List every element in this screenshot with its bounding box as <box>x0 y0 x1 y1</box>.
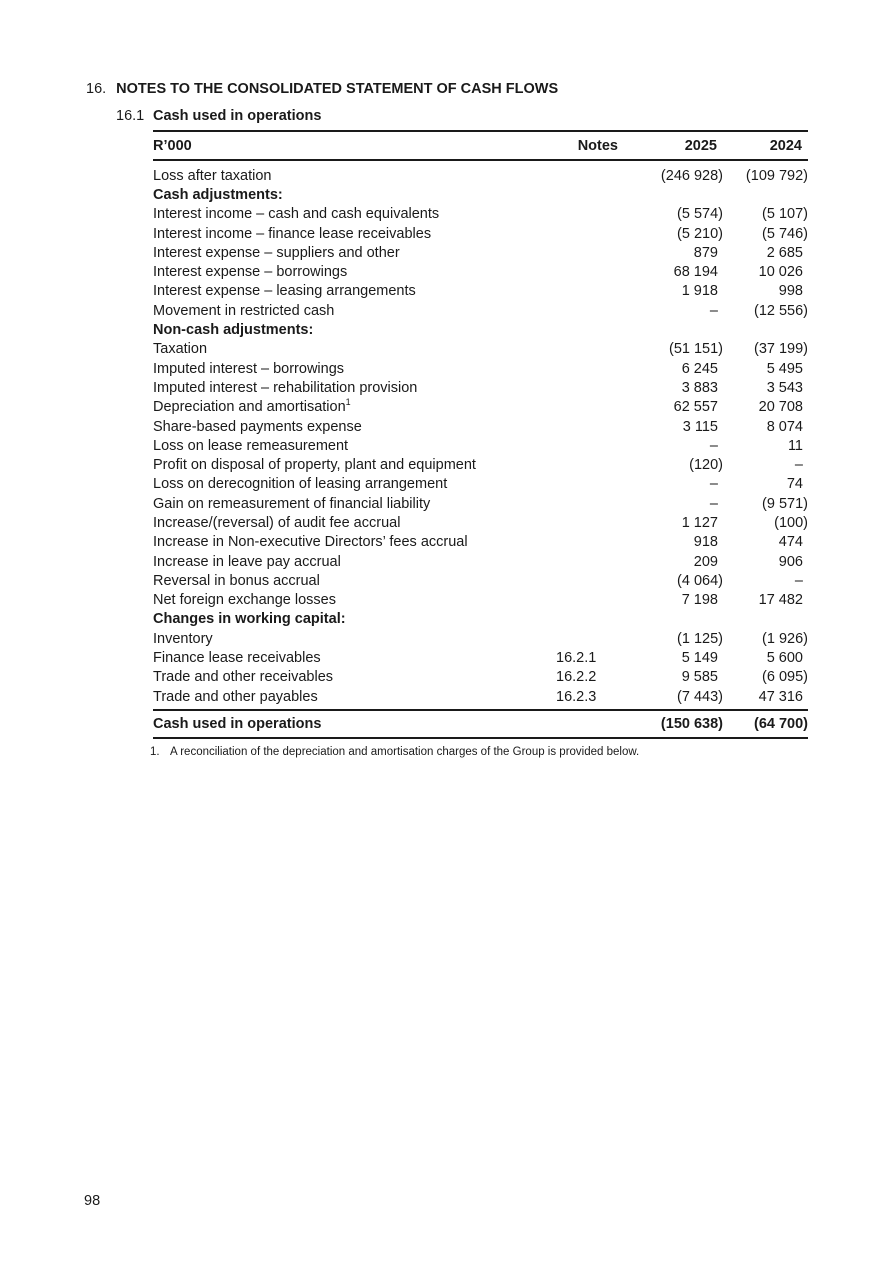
row-value-2024 <box>723 611 808 627</box>
row-value-2024: (37 199) <box>753 341 808 358</box>
row-value-2024: (109 792) <box>745 167 808 184</box>
section-heading <box>86 81 558 97</box>
row-notes: 16.2.2 <box>556 669 597 686</box>
row-value-2025: 209 <box>693 553 718 570</box>
table-total-row <box>153 709 808 739</box>
row-label: Increase in leave pay accrual <box>153 553 341 570</box>
row-value-2025: 3 115 <box>682 418 718 435</box>
row-value-2025: 3 883 <box>681 379 718 396</box>
row-label: Increase in Non-executive Directors’ fees accrual <box>153 534 468 551</box>
row-value-2024: – <box>794 572 803 589</box>
row-value-2025: 7 198 <box>681 592 718 609</box>
row-value-2024: 8 074 <box>766 418 803 435</box>
row-value-2024: 474 <box>778 534 803 551</box>
row-label: Depreciation and amortisation$^1$ <box>153 397 351 416</box>
row-value-2024: (6 095) <box>762 669 808 686</box>
row-value-2025: – <box>709 302 718 319</box>
table-row <box>153 648 808 667</box>
row-label: Net foreign exchange losses <box>153 592 336 609</box>
table-row <box>153 533 808 552</box>
row-label: Inventory <box>153 630 213 647</box>
table-row <box>153 436 808 455</box>
table-row <box>153 224 808 243</box>
row-label: Increase/(reversal) of audit fee accrual <box>153 514 401 531</box>
row-value-2024: 5 495 <box>766 360 803 377</box>
table-row <box>153 455 808 474</box>
table-row <box>153 301 808 320</box>
row-label: Interest expense – leasing arrangements <box>153 283 416 300</box>
table-header-row <box>153 130 808 161</box>
row-label: Share-based payments expense <box>153 418 362 435</box>
row-value-2025: 879 <box>693 244 718 261</box>
row-value-2024: 998 <box>778 283 803 300</box>
row-value-2025: 5 149 <box>681 650 718 667</box>
total-label: Cash used in operations <box>153 716 322 733</box>
row-label: Loss on derecognition of leasing arrangement <box>153 476 448 493</box>
row-value-2025: – <box>709 437 718 454</box>
row-value-2024: 17 482 <box>758 592 803 609</box>
footnote-text: A reconciliation of the depreciation and amortisation charges of the Group is provided below. <box>170 746 640 758</box>
table-row <box>153 359 808 378</box>
row-value-2024: – <box>794 457 803 474</box>
row-value-2025: – <box>709 476 718 493</box>
row-value-2025: 1 127 <box>681 514 718 531</box>
row-notes: 16.2.3 <box>556 688 597 705</box>
page-number: 98 <box>84 1193 101 1209</box>
row-label: Taxation <box>153 341 208 358</box>
table-row <box>153 552 808 571</box>
table-row <box>153 282 808 301</box>
row-label: Movement in restricted cash <box>153 302 335 319</box>
row-label: Trade and other receivables <box>153 669 334 686</box>
section-number: 16. <box>86 81 107 97</box>
row-value-2025: (4 064) <box>677 572 723 589</box>
footnote-number: 1. <box>150 746 160 758</box>
row-value-2024: (9 571) <box>762 495 808 512</box>
row-label: Cash adjustments: <box>153 186 283 203</box>
subsection-heading <box>116 108 321 124</box>
header-year-2024: 2024 <box>769 137 802 154</box>
row-label: Interest expense – suppliers and other <box>153 244 400 261</box>
table-section-row <box>153 185 808 204</box>
row-value-2025 <box>626 322 723 338</box>
row-label: Loss after taxation <box>153 167 272 184</box>
row-value-2025: (5 574) <box>677 206 723 223</box>
row-value-2025: (51 151) <box>668 341 723 358</box>
table-row <box>153 243 808 262</box>
row-label: Loss on lease remeasurement <box>153 437 349 454</box>
row-value-2024: 20 708 <box>758 399 803 416</box>
row-label: Interest income – finance lease receivables <box>153 225 432 242</box>
row-value-2025: 6 245 <box>681 360 718 377</box>
row-value-2024 <box>723 187 808 203</box>
row-value-2024: 5 600 <box>766 650 803 667</box>
table-row <box>153 668 808 687</box>
table-row <box>153 591 808 610</box>
row-label: Finance lease receivables <box>153 650 321 667</box>
table-row <box>153 378 808 397</box>
table-row <box>153 629 808 648</box>
table-row <box>153 494 808 513</box>
total-value-2024: (64 700) <box>753 716 808 733</box>
table-section-row <box>153 320 808 339</box>
footnote-reference: 1 <box>345 397 351 408</box>
row-notes: 16.2.1 <box>556 650 597 667</box>
row-value-2024 <box>723 322 808 338</box>
row-value-2024: (5 746) <box>762 225 808 242</box>
table-row <box>153 513 808 532</box>
header-currency-unit: R’000 <box>153 137 192 154</box>
table-row <box>153 262 808 281</box>
row-value-2024: (1 926) <box>762 630 808 647</box>
row-label: Imputed interest – borrowings <box>153 360 345 377</box>
table-row <box>153 340 808 359</box>
row-value-2024: 2 685 <box>766 244 803 261</box>
footnote <box>150 746 639 758</box>
row-label: Non-cash adjustments: <box>153 322 314 339</box>
row-value-2025: 1 918 <box>681 283 718 300</box>
row-label: Reversal in bonus accrual <box>153 572 320 589</box>
row-value-2024: (12 556) <box>753 302 808 319</box>
subsection-title: Cash used in operations <box>153 108 322 124</box>
section-title: NOTES TO THE CONSOLIDATED STATEMENT OF CASH FLOWS <box>116 81 559 97</box>
row-label: Imputed interest – rehabilitation provision <box>153 379 418 396</box>
row-label: Changes in working capital: <box>153 611 346 628</box>
row-value-2025 <box>626 611 723 627</box>
table-body <box>153 161 808 709</box>
row-value-2024: 11 <box>787 437 803 454</box>
row-value-2025: (5 210) <box>677 225 723 242</box>
row-value-2024: 10 026 <box>758 264 803 281</box>
table-row <box>153 205 808 224</box>
row-value-2025: (246 928) <box>660 167 723 184</box>
table-row <box>153 166 808 185</box>
table-row <box>153 475 808 494</box>
row-value-2024: (5 107) <box>762 206 808 223</box>
row-value-2024: 3 543 <box>766 379 803 396</box>
row-label: Interest income – cash and cash equivalents <box>153 206 440 223</box>
row-label: Gain on remeasurement of financial liability <box>153 495 431 512</box>
row-label: Profit on disposal of property, plant and equipment <box>153 457 476 474</box>
row-value-2025: 9 585 <box>681 669 718 686</box>
row-value-2025: 918 <box>693 534 718 551</box>
row-value-2025: – <box>709 495 718 512</box>
table-row <box>153 398 808 417</box>
row-value-2025: 62 557 <box>673 399 718 416</box>
row-value-2025: 68 194 <box>673 264 718 281</box>
cash-flow-table <box>153 130 808 739</box>
row-value-2025: (120) <box>689 457 723 474</box>
total-value-2025: (150 638) <box>660 716 723 733</box>
table-row <box>153 417 808 436</box>
subsection-number: 16.1 <box>116 108 145 124</box>
row-label: Trade and other payables <box>153 688 318 705</box>
row-value-2025: (1 125) <box>677 630 723 647</box>
row-value-2024: 906 <box>778 553 803 570</box>
table-row <box>153 687 808 706</box>
header-year-2025: 2025 <box>684 137 717 154</box>
header-notes: Notes <box>577 137 618 154</box>
row-value-2025 <box>626 187 723 203</box>
row-value-2025: (7 443) <box>677 688 723 705</box>
row-label: Interest expense – borrowings <box>153 264 348 281</box>
table-section-row <box>153 610 808 629</box>
row-value-2024: (100) <box>774 514 808 531</box>
row-value-2024: 74 <box>786 476 803 493</box>
table-row <box>153 571 808 590</box>
row-value-2024: 47 316 <box>758 688 803 705</box>
